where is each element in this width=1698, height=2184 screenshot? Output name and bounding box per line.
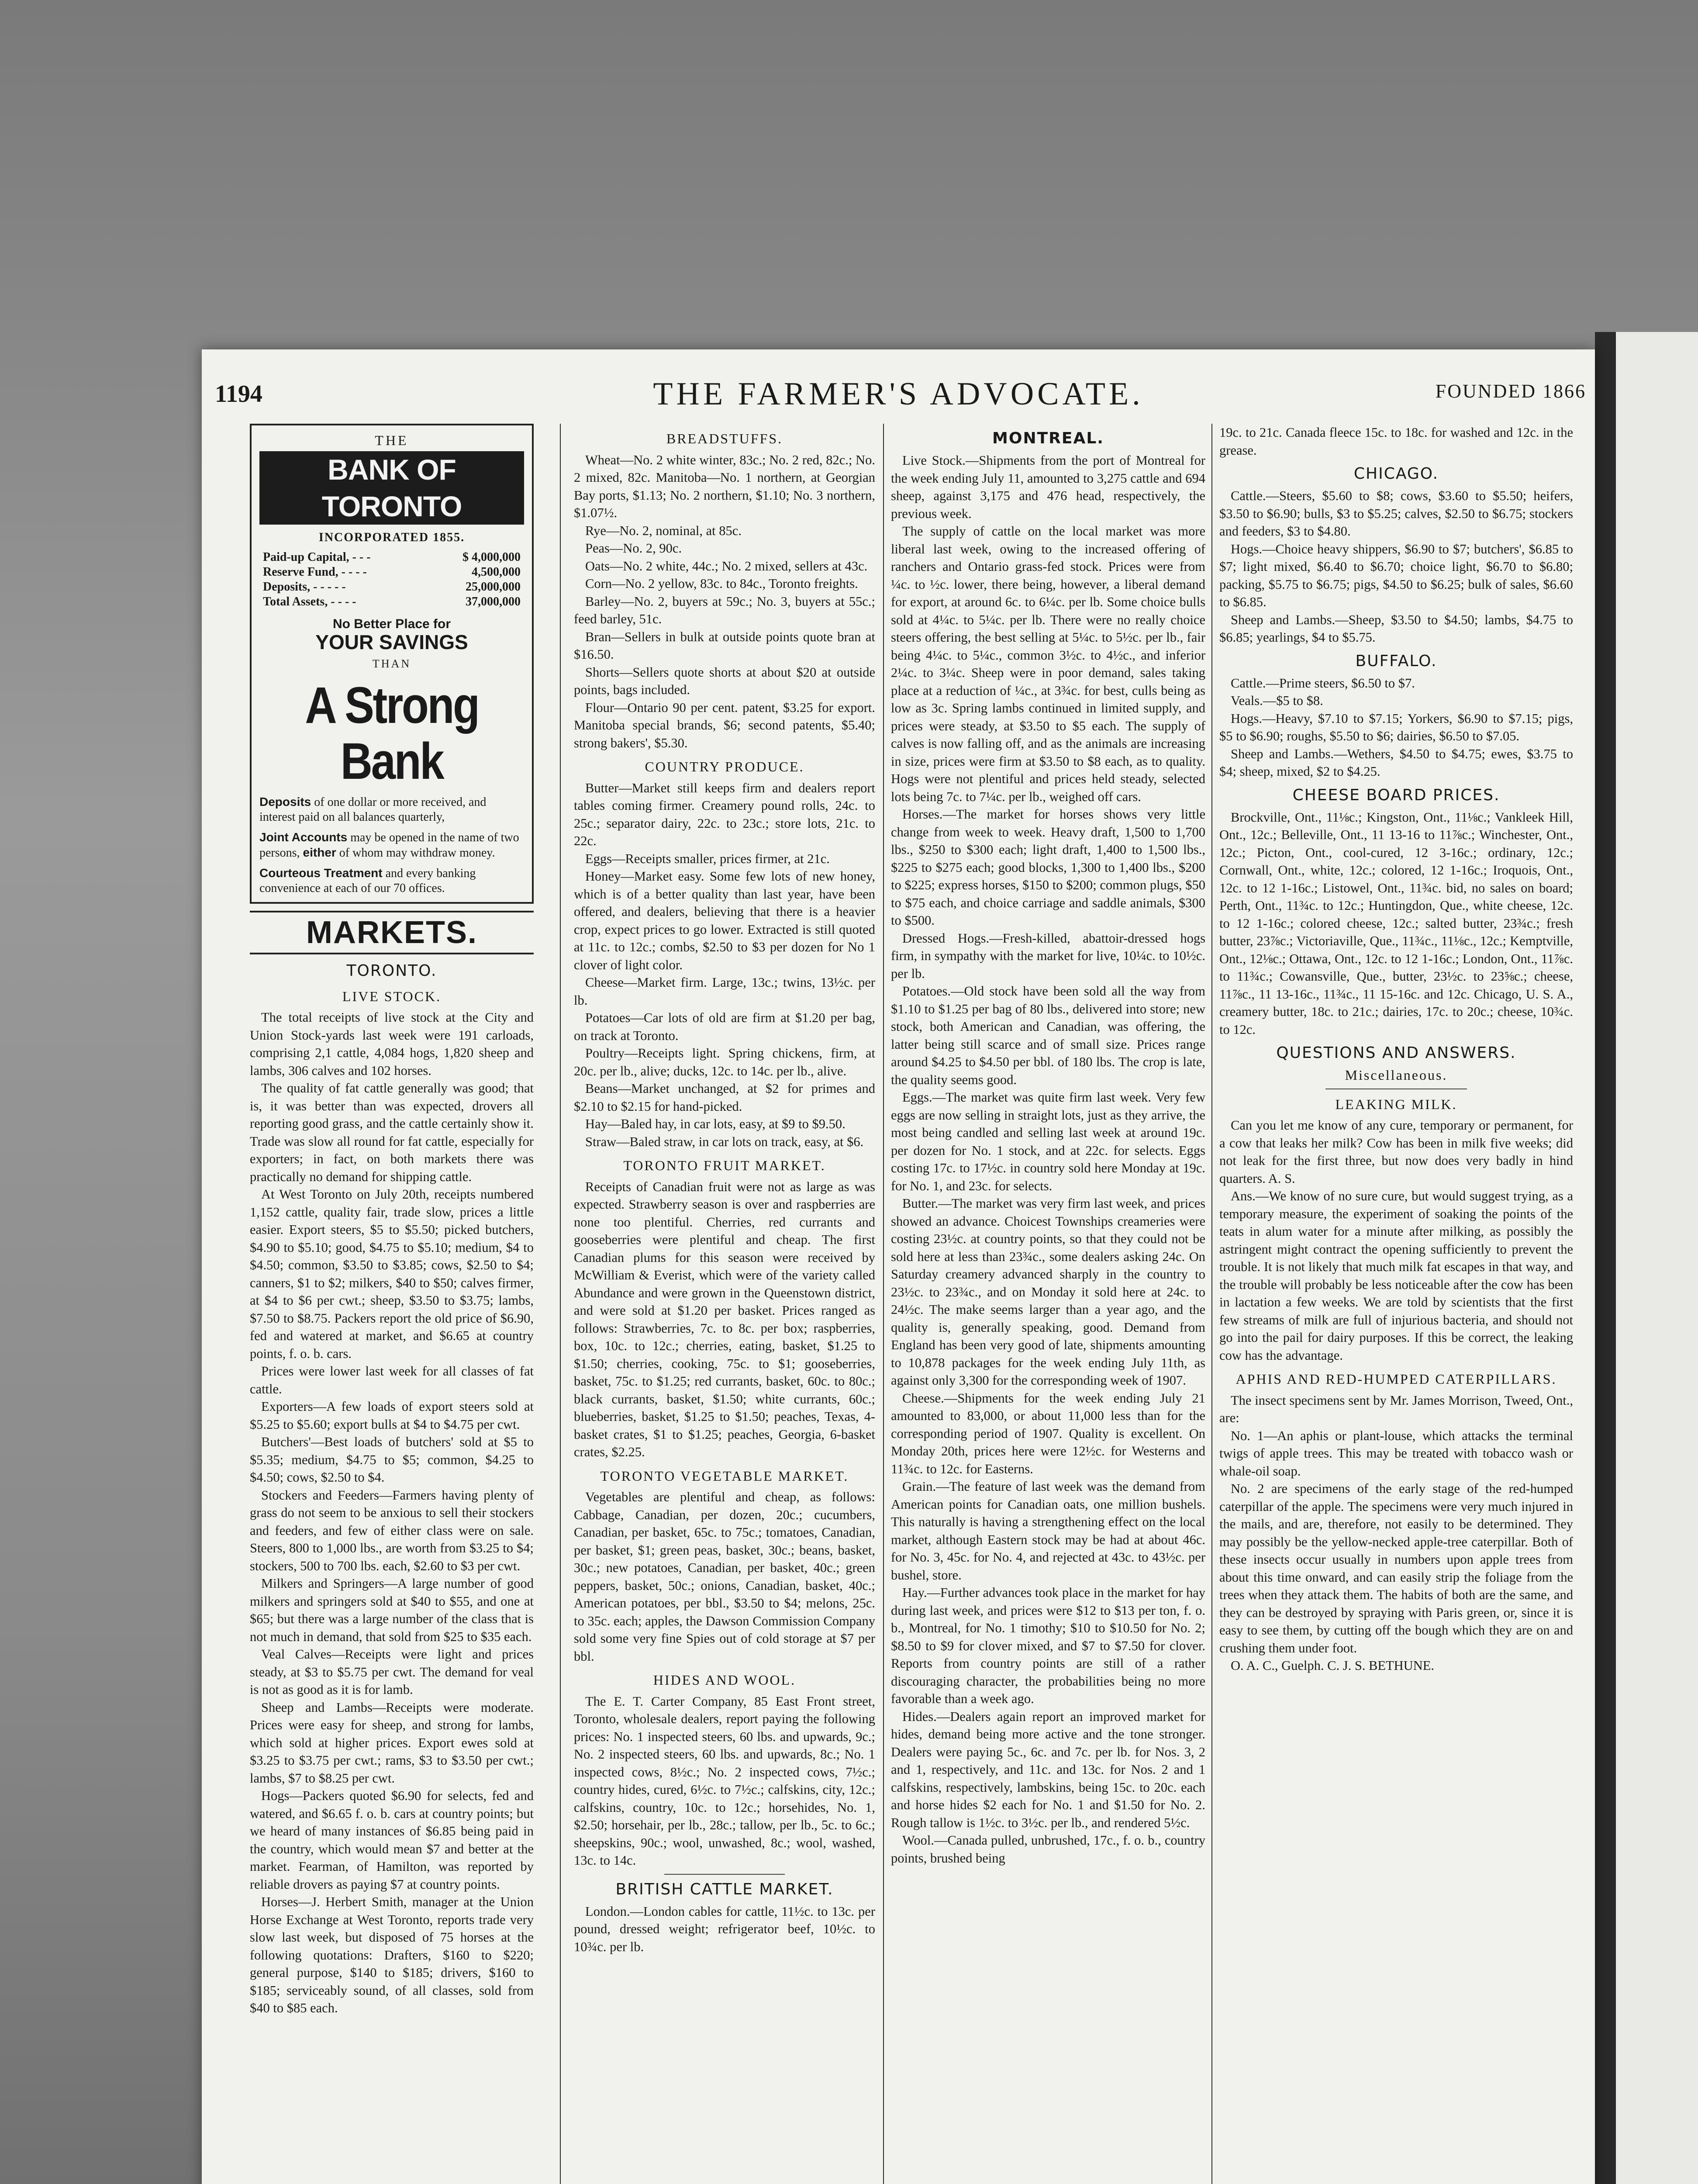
divider (664, 1874, 785, 1875)
ad-deposits (259, 795, 524, 825)
article-paragraph: Bran—Sellers in bulk at outside points quote bran at $16.50. (574, 629, 875, 662)
article-paragraph: Beans—Market unchanged, at $2 for primes and $2.10 to $2.15 for hand-picked. (574, 1081, 875, 1114)
article-paragraph: Exporters—A few loads of export steers sold at $5.25 to $5.60; export bulls at $4 to $4.75 per cwt. (250, 1399, 534, 1432)
article-paragraph: Cattle.—Steers, $5.60 to $8; cows, $3.60 to $5.50; heifers, $3.50 to $6.90; bulls, $3 to $5.25; calves, $2.50 to $6.75; stockers and feeders, $3 to $4.80. (1219, 488, 1573, 539)
bank-incorporated: INCORPORATED 1855. (318, 530, 465, 544)
founded-year: FOUNDED 1866 (1435, 380, 1586, 402)
buffalo-heading: BUFFALO. (1355, 652, 1437, 670)
article-paragraph: Rye—No. 2, nominal, at 85c. (585, 523, 742, 538)
article-paragraph: At West Toronto on July 20th, receipts numbered 1,152 cattle, quality fair, trade slow, prices a little easier. Export steers, $5 to $5.50; picked butchers, $4.90 to $5.10; good, $4.75 to $5.10; medium, $4 to $4.50; common, $3.50 to $3.85; cows, $2.50 to $4; canners, $1 to $2; milkers, $40 to $50; calves firmer, at $4 to $6 per cwt.; sheep, $3.50 to $3.75; lambs, $7.50 to $8.75. Packers report the old price of $6.90, fed and watered at market, and $6.65 at country points, f. o. b. cars. (250, 1187, 534, 1361)
article-paragraph: Hogs.—Choice heavy shippers, $6.90 to $7; butchers', $6.85 to $7; light mixed, $6.40 to $6.70; choice light, $6.70 to $6.80; packing, $5.75 to $6.75; pigs, $4.50 to $6.25; bulk of sales, $6.60 to $6.85. (1219, 541, 1573, 609)
article-paragraph: Horses—J. Herbert Smith, manager at the Union Horse Exchange at West Toronto, reports trade very slow last week, but disposed of 75 horses at the following quotations: Drafters, $160 to $220; general purpose, $140 to $185; drivers, $160 to $185; serviceably sound, of all classes, sold from $40 to $85 each. (250, 1894, 534, 2015)
article-paragraph: Butter—Market still keeps firm and dealers report tables coming firmer. Creamery pound rolls, 24c. to 25c.; separator dairy, 22c. to 23c.; store lots, 21c. to 22c. (574, 780, 875, 848)
aphis-heading: APHIS AND RED-HUMPED CATERPILLARS. (1236, 1371, 1557, 1387)
article-paragraph: The supply of cattle on the local market was more liberal last week, owing to the increased offering of ranchers and Ontario grass-fed stock. Prices were from ¼c. to ½c. lower, there being, however, a liberal demand for export, at around 6c. to 6¼c. per lb. Some choice bulls sold at 4¼c. to 5¼c. per lb. There were no really choice steers offering, the best selling at 5¼c. to 5½c. per lb., fair being 4¼c. to 5¼c., common 3½c. to 4½c., and inferior 2¼c. to 3¼c. Sheep were in poor demand, sales taking place at a reduction of ¼c., at 3¾c. for best, culls being as low as 3c. Spring lambs continued in limited supply, and prices were steady, at $3.50 to $5 each. The supply of calves is now falling off, and as the animals are increasing in size, prices were firm at $3.50 to $8 each, as to quality. Hogs were not plentiful and prices held steady, selected lots being 7c. to 7¼c. per lb., weighed off cars. (891, 524, 1205, 804)
bank-figure-row (259, 565, 524, 580)
article-paragraph: Stockers and Feeders—Farmers having plenty of grass do not seem to be anxious to sell their stockers and feeders, and few of either class were on sale. Steers, 800 to 1,000 lbs., are worth from $3.25 to $4; stockers, 500 to 700 lbs. each, $2.60 to $3 per cwt. (250, 1487, 534, 1573)
hides-wool-heading: HIDES AND WOOL. (653, 1672, 796, 1688)
page-number: 1194 (215, 380, 262, 408)
column-2 (574, 424, 875, 2184)
article-paragraph: Wool.—Canada pulled, unbrushed, 17c., f. o. b., country points, brushed being (891, 1833, 1205, 1866)
article-paragraph: Butter.—The market was very firm last week, and prices showed an advance. Choicest Townships creameries were costing 23½c. at country points, so that they could not be sold here at less than 23¾c., some dealers asking 24c. On Saturday creamery advanced sharply in the country to 23½c. to 23¾c., and on Monday it sold here at 24c. to 24½c. The make seems larger than a year ago, and the quality is, generally speaking, good. Demand from England has been very good of late, shipments amounting to 10,878 packages for the week ending July 11th, as against only 3,300 for the corresponding week of 1907. (891, 1196, 1205, 1388)
article-paragraph: Ans.—We know of no sure cure, but would suggest trying, as a temporary measure, the experiment of soaking the points of the teats in alum water for a minute after milking, as possibly the astringent might contract the opening sufficiently to prevent the trouble. It is not likely that much milk fat escapes in that way, and the trouble will probably be less noticeable after the cow has been in lactation a few weeks. We are told by scientists that the first few streams of milk are full of injurious bacteria, and should not go into the pail for dairy purposes. If this be correct, the leaking cow has the advantage. (1219, 1189, 1573, 1363)
figure-label: Paid-up Capital, - - - (263, 550, 371, 564)
article-paragraph: Grain.—The feature of last week was the demand from American points for Canadian oats, one million bushels. This naturally is having a strengthening effect on the local market, although Eastern stock may be had at about 46c. for No. 3, 45c. for No. 4, and rejected at 43c. to 43½c. per bushel, store. (891, 1479, 1205, 1583)
column-4 (1219, 424, 1573, 2184)
figure-label: Total Assets, - - - - (263, 595, 356, 608)
article-paragraph: Peas—No. 2, 90c. (585, 541, 682, 556)
article-paragraph: Straw—Baled straw, in car lots on track, easy, at $6. (585, 1134, 864, 1149)
article-paragraph: Eggs.—The market was quite firm last week. Very few eggs are now selling in straight lots, just as they arrive, the most being candled and selling last week at around 19c. per dozen for No. 1 stock, and at 22c. for selects. Eggs costing 17c. to 17½c. in country sold here Monday at 19c. for No. 1, and 23c. for selects. (891, 1090, 1205, 1193)
article-paragraph: Cheese—Market firm. Large, 13c.; twins, 13½c. per lb. (574, 975, 875, 1008)
article-paragraph: Dressed Hogs.—Fresh-killed, abattoir-dressed hogs firm, in sympathy with the market for live, 10¼c. to 10½c. per lb. (891, 930, 1205, 981)
figure-value: $ 4,000,000 (462, 550, 521, 564)
ad-courteous (259, 866, 524, 896)
chicago-heading: CHICAGO. (1353, 465, 1439, 483)
figure-value: 25,000,000 (466, 580, 521, 594)
fruit-market-heading: TORONTO FRUIT MARKET. (623, 1158, 826, 1173)
article-paragraph: Eggs—Receipts smaller, prices firmer, at 21c. (585, 851, 830, 866)
article-paragraph: Sheep and Lambs.—Wethers, $4.50 to $4.75; ewes, $3.75 to $4; sheep, mixed, $2 to $4.25. (1219, 746, 1573, 779)
ad-deposits-text: of one dollar or more received, and interest paid on all balances quarterly, (259, 795, 487, 824)
leaking-milk-heading: LEAKING MILK. (1335, 1096, 1457, 1112)
article-paragraph: Sheep and Lambs.—Sheep, $3.50 to $4.50; lambs, $4.75 to $6.85; yearlings, $4 to $5.75. (1219, 612, 1573, 645)
newspaper-page (202, 349, 1595, 2184)
bank-figure-row (259, 594, 524, 609)
bank-advertisement (250, 424, 534, 904)
article-paragraph: Wheat—No. 2 white winter, 83c.; No. 2 red, 82c.; No. 2 mixed, 82c. Manitoba—No. 1 northern, at Georgian Bay ports, $1.13; No. 2 northern, $1.10; No. 3 northern, $1.07½. (574, 452, 875, 520)
cheese-board-heading: CHEESE BOARD PRICES. (1292, 786, 1500, 804)
ad-no-better: No Better Place for (332, 617, 451, 631)
article-paragraph: Can you let me know of any cure, temporary or permanent, for a cow that leaks her milk? Cow has been in milk five weeks; did not leak for the first three, but now does very badly in hind quarters. A. S. (1219, 1118, 1573, 1186)
breadstuffs-heading: BREADSTUFFS. (666, 431, 783, 446)
article-paragraph: No. 1—An aphis or plant-louse, which attacks the terminal twigs of apple trees. This may be treated with tobacco wash or whale-oil soap. (1219, 1428, 1573, 1479)
ad-strong-bank: A Strong Bank (305, 676, 479, 790)
article-paragraph: Potatoes—Car lots of old are firm at $1.20 per bag, on track at Toronto. (574, 1010, 875, 1043)
bank-name: BANK OF TORONTO (259, 451, 524, 525)
article-paragraph: Oats—No. 2 white, 44c.; No. 2 mixed, sellers at 43c. (585, 558, 868, 574)
questions-answers-heading: QUESTIONS AND ANSWERS. (1276, 1044, 1516, 1062)
montreal-heading: MONTREAL. (992, 429, 1104, 447)
article-paragraph: Hay.—Further advances took place in the market for hay during last week, and prices were $12 to $13 per ton, f. o. b., Montreal, for No. 1 timothy; $10 to $10.50 for No. 2; $8.50 to $9 for clover mixed, and $7 to $7.50 for clover. Reports from country points are still of a rather discouraging character, the probabilities being no more favorable than a week ago. (891, 1585, 1205, 1706)
markets-heading: MARKETS. (250, 911, 534, 954)
article-paragraph: Horses.—The market for horses shows very little change from week to week. Heavy draft, 1,500 to 1,700 lbs., $250 to $300 each; light draft, 1,400 to 1,500 lbs., $225 to $275 each; good blocks, 1,300 to 1,400 lbs., $200 to $225; express horses, $150 to $200; common plugs, $50 to $75 each, and choice carriage and saddle animals, $300 to $500. (891, 807, 1205, 928)
article-paragraph: O. A. C., Guelph. C. J. S. BETHUNE. (1231, 1658, 1434, 1673)
column-1 (250, 424, 534, 2184)
column-3 (891, 424, 1205, 2184)
article-paragraph: Flour—Ontario 90 per cent. patent, $3.25 for export. Manitoba special brands, $6; second patents, $5.40; strong bakers', $5.30. (574, 700, 875, 750)
figure-label: Deposits, - - - - - (263, 580, 346, 594)
british-cattle-heading: BRITISH CATTLE MARKET. (615, 1880, 834, 1898)
column-rule (560, 424, 561, 2184)
article-paragraph: Corn—No. 2 yellow, 83c. to 84c., Toronto freights. (585, 576, 858, 591)
article-paragraph: Vegetables are plentiful and cheap, as follows: Cabbage, Canadian, per dozen, 20c.; cucumbers, Canadian, per basket, 65c. to 75c.; tomatoes, Canadian, per basket, $1; green peas, basket, 30c.; beans, basket, 30c.; new potatoes, Canadian, per basket, 40c.; green peppers, basket, 50c.; onions, Canadian, basket, 40c.; American potatoes, per bbl., $3.50 to $4; melons, 25c. to 35c. each; apples, the Dawson Commission Company sold some very fine Spies out of cold storage at $7 per bbl. (574, 1489, 875, 1664)
bank-figure-row (259, 550, 524, 565)
ad-joint (259, 830, 524, 860)
ad-savings: YOUR SAVINGS (315, 630, 468, 653)
article-paragraph: Shorts—Sellers quote shorts at about $20 at outside points, bags included. (574, 664, 875, 697)
ad-courteous-text: and every banking convenience at each of our 70 offices. (259, 866, 476, 895)
article-paragraph: Veals.—$5 to $8. (1231, 693, 1323, 708)
ad-joint-text: may be opened in the name of two persons, (259, 830, 519, 860)
article-paragraph: Barley—No. 2, buyers at 59c.; No. 3, buyers at 55c.; feed barley, 51c. (574, 594, 875, 626)
ad-courteous-lead: Courteous Treatment (259, 866, 383, 880)
article-paragraph: The insect specimens sent by Mr. James Morrison, Tweed, Ont., are: (1219, 1393, 1573, 1425)
page-header (202, 376, 1595, 424)
article-paragraph: Milkers and Springers—A large number of good milkers and springers sold at $40 to $55, and one at $65; but there was a large number of the class that is not much in demand, that sold from $25 to $35 each. (250, 1576, 534, 1644)
bank-the: THE (375, 432, 409, 448)
adjacent-page-edge (1616, 332, 1698, 2184)
country-produce-heading: COUNTRY PRODUCE. (645, 759, 804, 774)
article-paragraph: Poultry—Receipts light. Spring chickens, firm, at 20c. per lb., alive; ducks, 12c. to 14c. per lb., alive. (574, 1046, 875, 1078)
article-paragraph: Honey—Market easy. Some few lots of new honey, which is of a better quality than last year, have been offered, and dealers, believing that there is a heavier crop, expect prices to go lower. Extracted is still quoted at 11c. to 12c.; combs, $2.50 to $3 per dozen for No 1 clover of light color. (574, 869, 875, 972)
adjacent-page-gutter (1595, 332, 1616, 2184)
article-paragraph: London.—London cables for cattle, 11½c. to 13c. per pound, dressed weight; refrigerator beef, 10½c. to 10¾c. per lb. (574, 1904, 875, 1954)
column-rule (883, 424, 884, 2184)
ad-deposits-lead: Deposits (259, 795, 311, 809)
ad-joint-either: either (303, 845, 336, 859)
article-paragraph: Cheese.—Shipments for the week ending July 21 amounted to 83,000, or about 11,000 less than for the corresponding period of 1907. Quality is excellent. On Monday 20th, prices here were 12½c. for Westerns and 11¾c. to 12c. for Easterns. (891, 1390, 1205, 1476)
article-paragraph: Live Stock.—Shipments from the port of Montreal for the week ending July 11, amounted to 3,275 cattle and 694 sheep, against 3,175 and 476 head, respectively, the previous week. (891, 453, 1205, 521)
article-paragraph: Veal Calves—Receipts were light and prices steady, at $3 to $5.75 per cwt. The demand for veal is not as good as it is for lamb. (250, 1647, 534, 1697)
article-paragraph: Hogs.—Heavy, $7.10 to $7.15; Yorkers, $6.90 to $7.15; pigs, $5 to $6.90; roughs, $5.50 to $6; dairies, $6.50 to $7.05. (1219, 711, 1573, 743)
article-paragraph: Prices were lower last week for all classes of fat cattle. (250, 1364, 534, 1396)
article-paragraph: 19c. to 21c. Canada fleece 15c. to 18c. for washed and 12c. in the grease. (1219, 425, 1573, 458)
figure-value: 37,000,000 (466, 595, 521, 608)
publication-title: THE FARMER'S ADVOCATE. (653, 376, 1144, 412)
article-paragraph: Hogs—Packers quoted $6.90 for selects, fed and watered, and $6.65 f. o. b. cars at country points; but we heard of many instances of $6.85 being paid in the country, which would mean $7 and better at the market. Fearman, of Hamilton, was reported by reliable drovers as paying $7 at country points. (250, 1788, 534, 1892)
article-paragraph: Brockville, Ont., 11⅛c.; Kingston, Ont., 11⅛c.; Vankleek Hill, Ont., 12c.; Belleville, Ont., 11 13-16 to 11⅞c.; Winchester, Ont., 12c.; Picton, Ont., cool-cured, 12 3-16c.; ordinary, 12c.; Cornwall, Ont., white, 12c.; colored, 12 1-16c.; Iroquois, Ont., 12c. to 12 1-16c.; Listowel, Ont., 11¾c. bid, no sales on board; Perth, Ont., 11¾c. to 12c.; Huntingdon, Que., white cheese, 12c. to 12 1-16c.; colored cheese, 12c.; salted butter, 23¾c.; fresh butter, 23⅞c.; Victoriaville, Que., 11¾c., 11⅛c., 12c.; Kemptville, Ont., 12⅛c.; Ottawa, Ont., 12c. to 12 1-16c.; London, Ont., 11⅞c. to 11¾c.; Cowansville, Que., butter, 23½c. to 23⅝c.; cheese, 11⅞c., 11 13-16c., 11¾c., 11 15-16c. and 12c. Chicago, U. S. A., creamery butter, 18c. to 21c.; dairies, 17c. to 20c.; cheese, 10¾c. to 12c. (1219, 809, 1573, 1037)
column-rule (1211, 424, 1212, 2184)
ad-joint-lead: Joint Accounts (259, 830, 348, 844)
article-paragraph: Potatoes.—Old stock have been sold all the way from $1.10 to $1.25 per bag of 80 lbs., delivered into store; new stock, both American and Canadian, was offering, the latter being still scarce and of small size. Prices range around $4.25 to $4.50 per bbl. of 180 lbs. The crop is late, the quality seems good. (891, 984, 1205, 1087)
toronto-heading: TORONTO. (346, 961, 437, 980)
article-paragraph: The total receipts of live stock at the City and Union Stock-yards last week were 191 carloads, comprising 2,1 cattle, 4,084 hogs, 1,820 sheep and lambs, 306 calves and 102 horses. (250, 1010, 534, 1078)
article-paragraph: The E. T. Carter Company, 85 East Front street, Toronto, wholesale dealers, report paying the following prices: No. 1 inspected steers, 60 lbs. and upwards, 9c.; No. 2 inspected steers, 60 lbs. and upwards, 8c.; No. 1 inspected cows, 8½c.; No. 2 inspected cows, 7½c.; country hides, cured, 6½c. to 7½c.; calfskins, city, 12c.; calfskins, country, 10c. to 12c.; horsehides, No. 1, $2.50; horsehair, per lb., 28c.; tallow, per lb., 5c. to 6c.; sheepskins, 90c.; wool, unwashed, 8c.; wool, washed, 13c. to 14c. (574, 1693, 875, 1868)
ad-joint-tail: of whom may withdraw money. (336, 846, 495, 860)
ad-than: THAN (372, 657, 411, 670)
vegetable-market-heading: TORONTO VEGETABLE MARKET. (600, 1468, 849, 1484)
article-paragraph: Receipts of Canadian fruit were not as large as was expected. Strawberry season is over and raspberries are none too plentiful. Cherries, red currants and gooseberries were plentiful and cheap. The first Canadian plums for this season were received by McWilliam & Everist, which were of the variety called Abundance and were grown in the Queenstown district, and were sold at $1.20 per basket. Prices ranged as follows: Strawberries, 7c. to 8c. per box; raspberries, box, 10c. to 12c.; cherries, eating, basket, $1.25 to $1.50; cherries, cooking, 75c. to $1; gooseberries, basket, 75c. to $1.25; red currants, basket, 60c. to 80c.; black currants, basket, $1.50; white currants, 60c.; blueberries, basket, $1.25 to $1.50; peaches, Texas, 4-basket crates, $1 to $1.25; peaches, Georgia, 6-basket crates, $2.25. (574, 1179, 875, 1459)
article-paragraph: No. 2 are specimens of the early stage of the red-humped caterpillar of the apple. The specimens were very much injured in the mails, and are, therefore, not easily to be determined. They may possibly be the yellow-necked apple-tree caterpillar. Both of these insects occur usually in numbers upon apple trees from about this time onward, and can easily strip the foliage from the trees when they attack them. The habits of both are the same, and they can be destroyed by spraying with Paris green, or, since it is easy to see them, by cutting off the bough which they are on and crushing them under foot. (1219, 1481, 1573, 1655)
article-paragraph: Butchers'—Best loads of butchers' sold at $5 to $5.35; medium, $4.75 to $5; common, $4.25 to $4.50; cows, $2.50 to $4. (250, 1434, 534, 1485)
article-paragraph: Hay—Baled hay, in car lots, easy, at $9 to $9.50. (585, 1116, 846, 1131)
figure-label: Reserve Fund, - - - - (263, 565, 367, 579)
figure-value: 4,500,000 (472, 565, 521, 579)
article-paragraph: Hides.—Dealers again report an improved market for hides, demand being more active and the tone stronger. Dealers were paying 5c., 6c. and 7c. per lb. for Nos. 3, 2 and 1, respectively, and 11c. and 13c. for Nos. 2 and 1 calfskins, respectively, lambskins, being 15c. to 20c. each and horse hides $2 each for No. 1 and $1.50 for No. 2. Rough tallow is 1½c. to 3½c. per lb., and rendered 5½c. (891, 1709, 1205, 1830)
live-stock-heading: LIVE STOCK. (342, 988, 442, 1004)
bank-figure-row (259, 580, 524, 594)
miscellaneous-heading: Miscellaneous. (1345, 1067, 1448, 1083)
article-paragraph: Cattle.—Prime steers, $6.50 to $7. (1231, 675, 1415, 691)
article-paragraph: The quality of fat cattle generally was good; that is, it was better than was expected, drovers all reporting good grass, and the cattle certainly show it. Trade was slow all round for fat cattle, especially for exporters; in fact, on both markets there was practically no demand for shipping cattle. (250, 1081, 534, 1184)
article-paragraph: Sheep and Lambs—Receipts were moderate. Prices were easy for sheep, and strong for lambs, which sold at higher prices. Export ewes sold at $3.25 to $3.75 per cwt.; rams, $3 to $3.50 per cwt.; lambs, $7 to $8.25 per cwt. (250, 1700, 534, 1786)
